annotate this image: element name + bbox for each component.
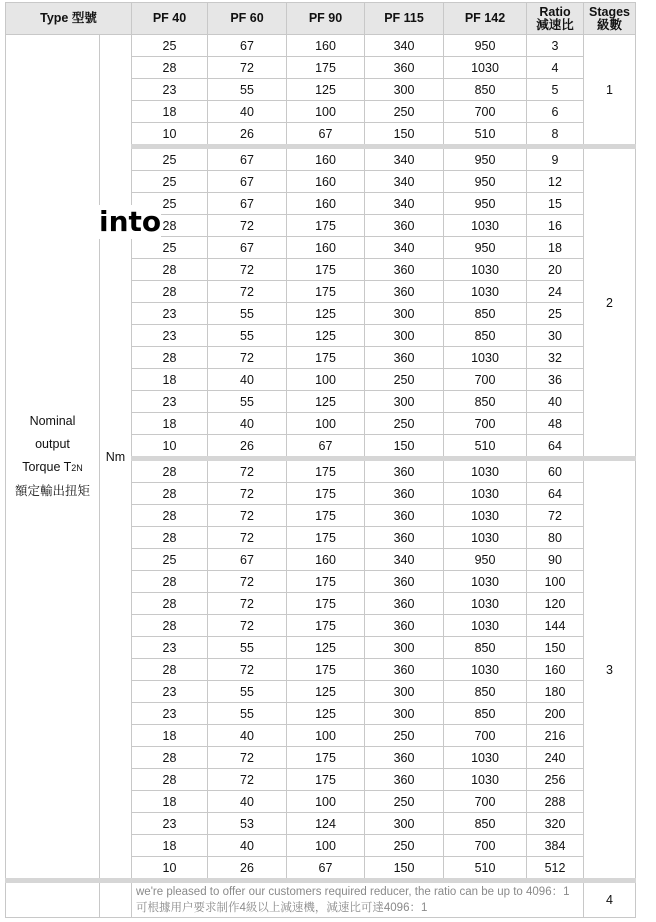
torque-value: 125 [287,79,365,101]
torque-value: 28 [132,347,208,369]
torque-value: 23 [132,325,208,347]
torque-value: 340 [365,147,444,171]
torque-value: 160 [287,193,365,215]
torque-value: 300 [365,79,444,101]
ratio-value: 32 [527,347,584,369]
torque-value: 100 [287,725,365,747]
torque-value: 1030 [444,215,527,237]
torque-value: 175 [287,459,365,483]
torque-value: 28 [132,505,208,527]
torque-value: 175 [287,57,365,79]
ratio-value: 320 [527,813,584,835]
torque-value: 55 [208,681,287,703]
torque-value: 700 [444,835,527,857]
torque-value: 28 [132,259,208,281]
torque-value: 300 [365,813,444,835]
ratio-value: 24 [527,281,584,303]
torque-value: 72 [208,215,287,237]
ratio-value: 3 [527,35,584,57]
torque-value: 72 [208,747,287,769]
torque-value: 700 [444,369,527,391]
torque-value: 1030 [444,615,527,637]
torque-value: 300 [365,303,444,325]
torque-value: 150 [365,435,444,459]
unit-cell: Nm [100,35,132,881]
ratio-value: 216 [527,725,584,747]
torque-value: 1030 [444,347,527,369]
ratio-value: 48 [527,413,584,435]
ratio-value: 30 [527,325,584,347]
label-line: output [35,437,70,451]
torque-value: 1030 [444,527,527,549]
stage-value: 1 [584,35,636,147]
torque-value: 1030 [444,769,527,791]
header-type: Type 型號 [6,3,132,35]
torque-value: 67 [287,435,365,459]
torque-value: 25 [132,147,208,171]
torque-value: 28 [132,281,208,303]
torque-value: 850 [444,703,527,725]
torque-value: 950 [444,237,527,259]
torque-value: 72 [208,659,287,681]
note-cell [132,881,584,918]
torque-value: 40 [208,413,287,435]
torque-value: 950 [444,193,527,215]
ratio-value: 72 [527,505,584,527]
torque-value: 28 [132,593,208,615]
torque-value: 360 [365,593,444,615]
torque-value: 40 [208,791,287,813]
torque-value: 340 [365,237,444,259]
note-blank-cell [100,881,132,918]
torque-value: 72 [208,615,287,637]
ratio-value: 15 [527,193,584,215]
torque-value: 1030 [444,483,527,505]
torque-value: 26 [208,123,287,147]
torque-value: 1030 [444,459,527,483]
torque-value: 850 [444,325,527,347]
torque-value: 1030 [444,659,527,681]
torque-value: 28 [132,571,208,593]
torque-value: 18 [132,835,208,857]
header-stages-en: Stages [589,4,630,19]
torque-value: 23 [132,637,208,659]
torque-value: 72 [208,483,287,505]
label-subscript: 2N [71,463,83,473]
ratio-value: 20 [527,259,584,281]
torque-value: 360 [365,571,444,593]
ratio-value: 144 [527,615,584,637]
header-model: PF 90 [287,3,365,35]
torque-value: 850 [444,79,527,101]
torque-value: 175 [287,527,365,549]
torque-value: 26 [208,857,287,881]
torque-value: 340 [365,35,444,57]
torque-value: 28 [132,215,208,237]
torque-value: 950 [444,549,527,571]
torque-value: 360 [365,215,444,237]
torque-value: 25 [132,237,208,259]
torque-value: 360 [365,259,444,281]
torque-value: 340 [365,193,444,215]
torque-value: 18 [132,369,208,391]
torque-value: 72 [208,571,287,593]
torque-value: 10 [132,857,208,881]
torque-value: 1030 [444,593,527,615]
torque-value: 25 [132,549,208,571]
ratio-value: 25 [527,303,584,325]
ratio-value: 40 [527,391,584,413]
header-model: PF 60 [208,3,287,35]
ratio-value: 60 [527,459,584,483]
watermark-text: into [99,205,162,238]
torque-value: 250 [365,725,444,747]
header-model: PF 115 [365,3,444,35]
torque-value: 175 [287,593,365,615]
ratio-value: 80 [527,527,584,549]
torque-value: 250 [365,369,444,391]
torque-value: 18 [132,413,208,435]
torque-value: 53 [208,813,287,835]
torque-value: 67 [208,147,287,171]
header-stages [584,3,636,35]
torque-value: 23 [132,303,208,325]
torque-value: 360 [365,347,444,369]
torque-value: 175 [287,505,365,527]
torque-value: 72 [208,281,287,303]
note-line-zh: 可根據用户要求制作4級以上減速機，減速比可達4096：1 [136,902,428,914]
torque-value: 18 [132,101,208,123]
torque-value: 40 [208,101,287,123]
torque-value: 23 [132,79,208,101]
torque-value: 28 [132,769,208,791]
torque-value: 360 [365,57,444,79]
torque-value: 175 [287,659,365,681]
table-body [6,35,636,918]
torque-value: 28 [132,57,208,79]
torque-value: 23 [132,681,208,703]
note-blank-cell [6,881,100,918]
torque-value: 25 [132,193,208,215]
torque-value: 125 [287,681,365,703]
torque-value: 950 [444,147,527,171]
torque-value: 175 [287,747,365,769]
torque-value: 28 [132,459,208,483]
torque-value: 175 [287,483,365,505]
torque-value: 28 [132,747,208,769]
torque-value: 40 [208,725,287,747]
torque-value: 1030 [444,747,527,769]
torque-value: 23 [132,391,208,413]
torque-value: 67 [287,123,365,147]
torque-value: 300 [365,391,444,413]
ratio-value: 6 [527,101,584,123]
torque-value: 55 [208,637,287,659]
torque-value: 850 [444,303,527,325]
torque-value: 360 [365,483,444,505]
torque-value: 10 [132,435,208,459]
torque-value: 175 [287,347,365,369]
torque-value: 124 [287,813,365,835]
ratio-value: 240 [527,747,584,769]
torque-value: 175 [287,281,365,303]
torque-value: 250 [365,413,444,435]
note-row [6,881,636,918]
torque-value: 23 [132,703,208,725]
note-line-en: we're pleased to offer our customers required reducer, the ratio can be up to 4096：1 [136,886,570,898]
torque-value: 175 [287,215,365,237]
header-model: PF 40 [132,3,208,35]
ratio-value: 36 [527,369,584,391]
torque-value: 72 [208,527,287,549]
header-ratio-zh: 減速比 [536,17,574,32]
torque-value: 40 [208,835,287,857]
torque-value: 40 [208,369,287,391]
stage-value: 3 [584,459,636,881]
torque-value: 72 [208,347,287,369]
ratio-value: 64 [527,483,584,505]
torque-value: 26 [208,435,287,459]
torque-value: 72 [208,505,287,527]
torque-value: 72 [208,769,287,791]
torque-value: 300 [365,681,444,703]
ratio-value: 5 [527,79,584,101]
ratio-value: 100 [527,571,584,593]
torque-value: 510 [444,123,527,147]
torque-value: 700 [444,791,527,813]
torque-value: 360 [365,459,444,483]
torque-value: 700 [444,101,527,123]
torque-value: 1030 [444,281,527,303]
torque-value: 300 [365,637,444,659]
ratio-value: 200 [527,703,584,725]
torque-value: 55 [208,325,287,347]
header-model: PF 142 [444,3,527,35]
torque-value: 160 [287,237,365,259]
torque-value: 67 [208,193,287,215]
ratio-value: 8 [527,123,584,147]
ratio-value: 512 [527,857,584,881]
torque-value: 55 [208,303,287,325]
ratio-value: 256 [527,769,584,791]
torque-value: 150 [365,857,444,881]
torque-value: 160 [287,147,365,171]
torque-value: 28 [132,483,208,505]
torque-value: 10 [132,123,208,147]
torque-value: 360 [365,769,444,791]
torque-value: 100 [287,101,365,123]
torque-value: 25 [132,35,208,57]
row-label-nominal-torque [6,35,100,881]
torque-value: 100 [287,835,365,857]
ratio-value: 64 [527,435,584,459]
torque-value: 72 [208,259,287,281]
torque-value: 1030 [444,259,527,281]
torque-value: 125 [287,637,365,659]
torque-value: 1030 [444,57,527,79]
torque-value: 150 [365,123,444,147]
torque-value: 100 [287,369,365,391]
header-ratio-en: Ratio [539,4,571,19]
torque-value: 175 [287,615,365,637]
torque-value: 250 [365,791,444,813]
torque-value: 160 [287,35,365,57]
torque-value: 55 [208,391,287,413]
torque-value: 28 [132,615,208,637]
torque-value: 72 [208,57,287,79]
torque-value: 67 [208,549,287,571]
torque-value: 125 [287,703,365,725]
stage-value: 2 [584,147,636,459]
table-row [6,35,636,57]
torque-value: 67 [208,171,287,193]
ratio-value: 18 [527,237,584,259]
header-ratio [527,3,584,35]
torque-value: 850 [444,681,527,703]
torque-value: 510 [444,435,527,459]
torque-value: 700 [444,725,527,747]
torque-value: 850 [444,813,527,835]
torque-value: 67 [287,857,365,881]
torque-value: 250 [365,835,444,857]
torque-table [5,2,636,918]
ratio-value: 288 [527,791,584,813]
torque-value: 360 [365,281,444,303]
torque-value: 510 [444,857,527,881]
torque-value: 360 [365,747,444,769]
torque-value: 340 [365,171,444,193]
torque-value: 1030 [444,571,527,593]
torque-value: 160 [287,549,365,571]
ratio-value: 90 [527,549,584,571]
torque-value: 950 [444,35,527,57]
ratio-value: 120 [527,593,584,615]
stage-value: 4 [584,881,636,918]
ratio-value: 12 [527,171,584,193]
torque-value: 360 [365,615,444,637]
torque-value: 67 [208,35,287,57]
torque-value: 360 [365,527,444,549]
torque-value: 125 [287,325,365,347]
label-line: 額定輸出扭矩 [14,484,90,498]
torque-value: 360 [365,505,444,527]
torque-value: 18 [132,791,208,813]
torque-value: 175 [287,571,365,593]
torque-value: 67 [208,237,287,259]
torque-value: 18 [132,725,208,747]
ratio-value: 9 [527,147,584,171]
torque-value: 28 [132,659,208,681]
torque-value: 72 [208,593,287,615]
torque-value: 300 [365,325,444,347]
torque-value: 125 [287,303,365,325]
torque-value: 55 [208,79,287,101]
torque-value: 360 [365,659,444,681]
torque-value: 950 [444,171,527,193]
torque-value: 1030 [444,505,527,527]
torque-value: 125 [287,391,365,413]
torque-value: 160 [287,171,365,193]
torque-value: 100 [287,791,365,813]
torque-value: 700 [444,413,527,435]
ratio-value: 16 [527,215,584,237]
torque-value: 72 [208,459,287,483]
torque-value: 850 [444,637,527,659]
ratio-value: 4 [527,57,584,79]
label-line: Torque T [22,460,72,474]
torque-value: 340 [365,549,444,571]
torque-value: 175 [287,259,365,281]
torque-value: 250 [365,101,444,123]
torque-value: 850 [444,391,527,413]
torque-value: 23 [132,813,208,835]
torque-table-wrapper [5,2,636,918]
header-stages-zh: 級數 [596,17,622,32]
ratio-value: 180 [527,681,584,703]
ratio-value: 384 [527,835,584,857]
torque-value: 100 [287,413,365,435]
torque-value: 28 [132,527,208,549]
ratio-value: 160 [527,659,584,681]
label-line: Nominal [29,414,76,428]
torque-value: 25 [132,171,208,193]
ratio-value: 150 [527,637,584,659]
header-row [6,3,636,35]
torque-value: 175 [287,769,365,791]
torque-value: 300 [365,703,444,725]
torque-value: 55 [208,703,287,725]
